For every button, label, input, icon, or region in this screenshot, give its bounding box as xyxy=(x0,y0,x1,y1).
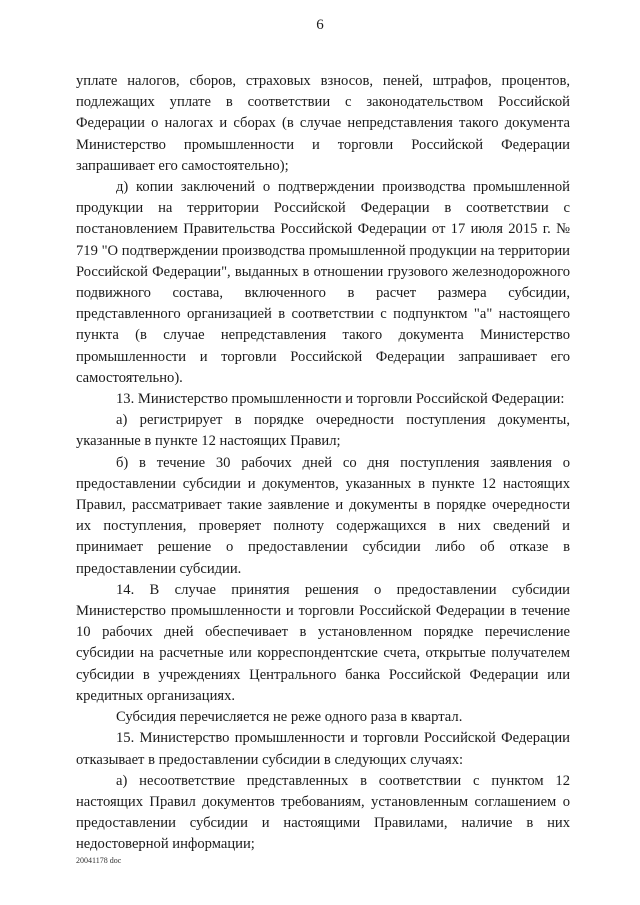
paragraph-clause-13: 13. Министерство промышленности и торговли Российской Федерации: xyxy=(116,391,565,408)
paragraph-clause-13-b: б) в течение 30 рабочих дней со дня поступления заявления о предоставлении субсидии и документов, указанных в пункте 12 настоящих Правил, рассматривает такие заявление и документы в порядке очередности их поступления, проверяет полноту содержащихся в них сведений и принимает решение о предоставлении субсидии либо об отказе в предоставлении субсидии. xyxy=(76,454,570,577)
document-body xyxy=(76,71,570,856)
paragraph-clause-13-a: а) регистрирует в порядке очередности поступления документы, указанные в пункте 12 настоящих Правил; xyxy=(76,412,570,450)
paragraph-clause-14: 14. В случае принятия решения о предоставлении субсидии Министерство промышленности и торговли Российской Федерации в течение 10 рабочих дней обеспечивает в установленном порядке перечисление субсидии на расчетные или корреспондентские счета, открытые получателем субсидии в учреждениях Центрального банка Российской Федерации или кредитных организациях. xyxy=(76,581,570,704)
paragraph-clause-15-a: а) несоответствие представленных в соответствии с пунктом 12 настоящих Правил документов требованиям, установленным соглашением о предоставлении субсидии и настоящими Правилами, наличие в них недостоверной информации; xyxy=(76,772,570,853)
page-number: 6 xyxy=(316,17,324,33)
paragraph-clause-15: 15. Министерство промышленности и торговли Российской Федерации отказывает в предоставлении субсидии в следующих случаях: xyxy=(76,730,570,768)
paragraph-item-d-production-conclusions: д) копии заключений о подтверждении производства промышленной продукции на территории Российской Федерации в соответствии с постановлением Правительства Российской Федерации от 17 июля 2015 г. № 719 "О подтверждении производства промышленной продукции на территории Российской Федерации", выданных в отношении грузового железнодорожного подвижного состава, включенного в расчет размера субсидии, представленного организацией в соответствии с подпунктом "а" настоящего пункта (в случае непредставления такого документа Министерство промышленности и торговли Российской Федерации запрашивает его самостоятельно). xyxy=(76,179,570,386)
document-code-footer: 20041178 doc xyxy=(76,856,122,865)
paragraph-tax-payment-continuation: уплате налогов, сборов, страховых взносов, пеней, штрафов, процентов, подлежащих уплате в соответствии с законодательством Российской Федерации о налогах и сборах (в случае непредставления такого документа Министерство промышленности и торговли Российской Федерации запрашивает его самостоятельно); xyxy=(76,73,570,174)
paragraph-quarterly-transfer: Субсидия перечисляется не реже одного раза в квартал. xyxy=(116,709,463,726)
